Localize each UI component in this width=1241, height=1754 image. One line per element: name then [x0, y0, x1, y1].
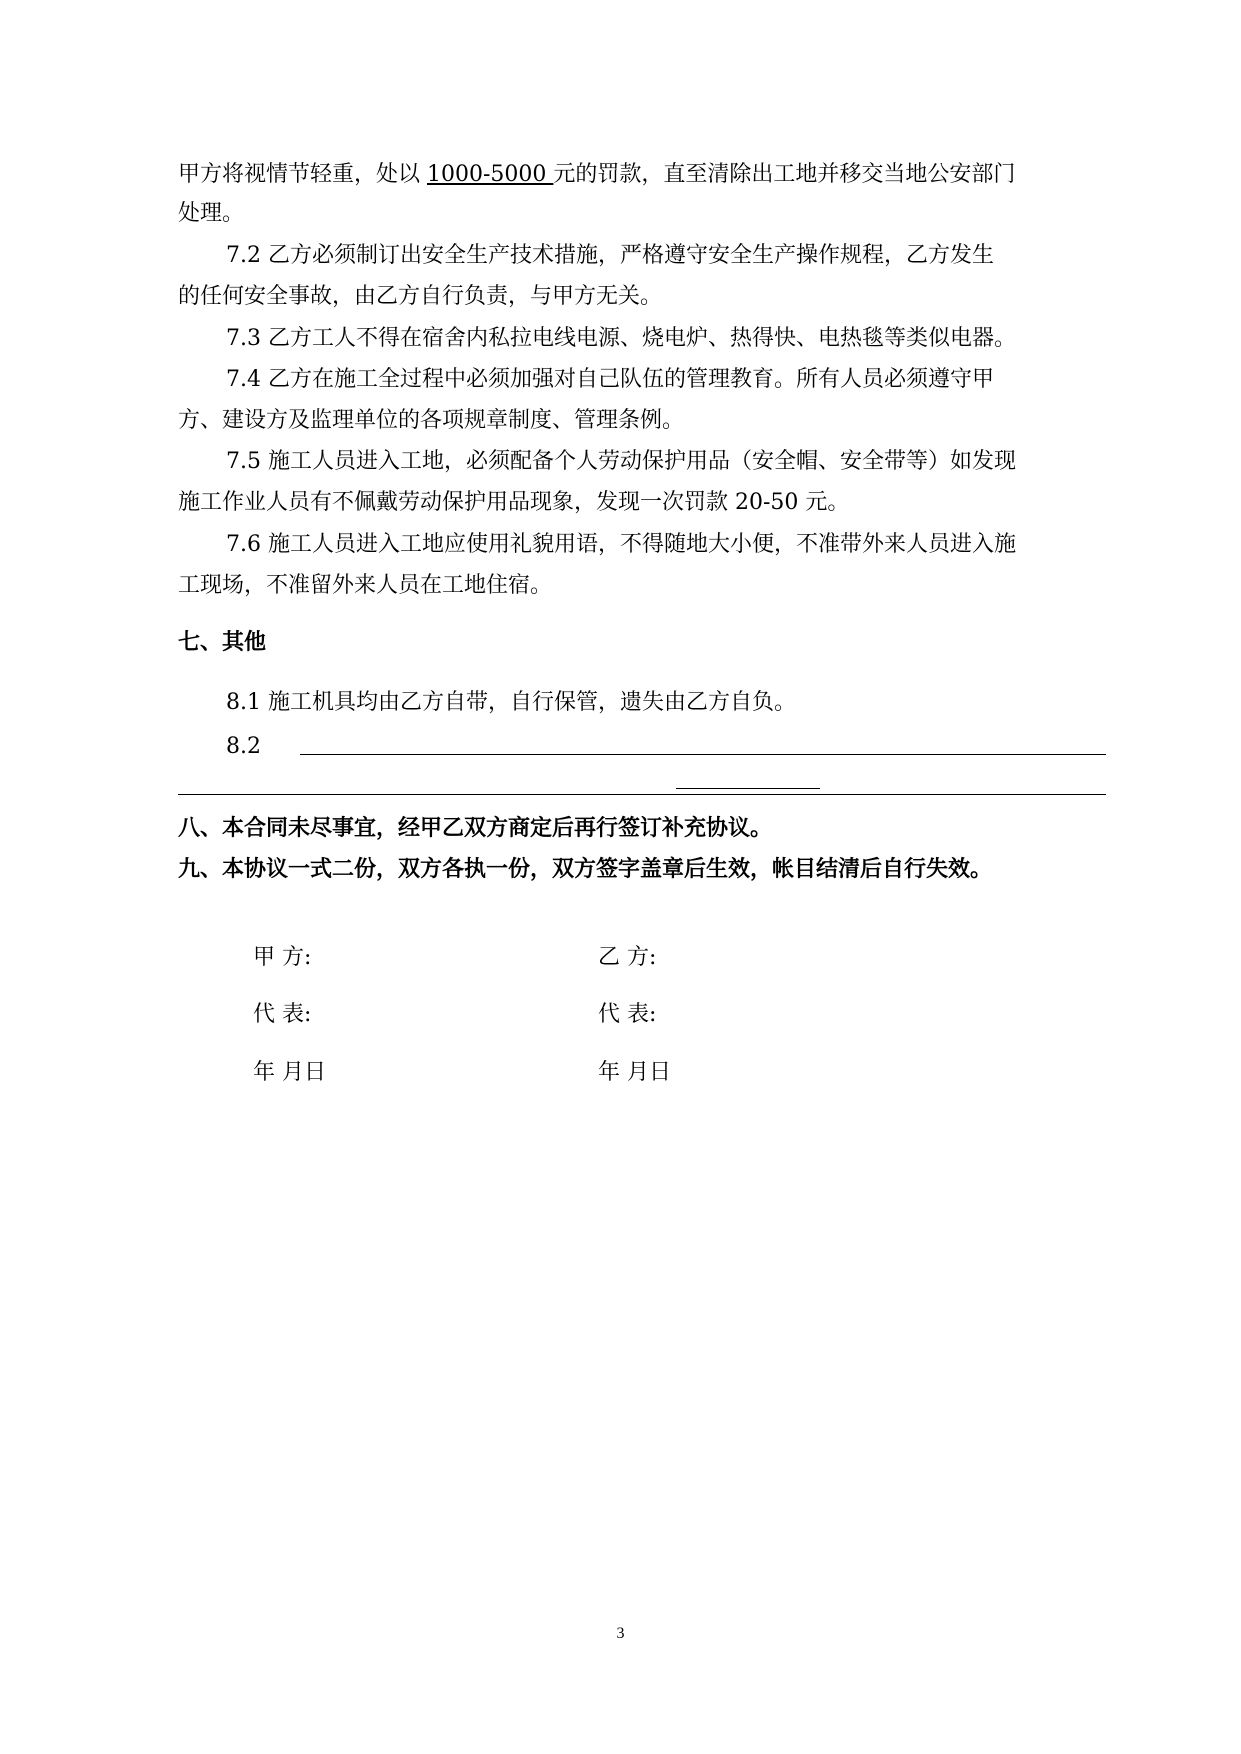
clause-7-6-line-2: 工现场，不准留外来人员在工地住宿。: [178, 573, 553, 598]
page-number: 3: [616, 1625, 625, 1642]
clause-7-3: 7.3 乙方工人不得在宿舍内私拉电线电源、烧电炉、热得快、电热毯等类似电器。: [226, 326, 1016, 351]
penalty-amount: 1000-5000: [427, 162, 554, 187]
clause-7-5-line-1: 7.5 施工人员进入工地，必须配备个人劳动保护用品（安全帽、安全带等）如发现: [226, 449, 1016, 474]
clause-7-4-line-1: 7.4 乙方在施工全过程中必须加强对自己队伍的管理教育。所有人员必须遵守甲: [226, 367, 994, 392]
clause-7-2-line-1: 7.2 乙方必须制订出安全生产技术措施，严格遵守安全生产操作规程，乙方发生: [226, 243, 994, 268]
clause-eight: 八、本合同未尽事宜，经甲乙双方商定后再行签订补充协议。: [178, 816, 773, 841]
clause-7-5-line-2: 施工作业人员有不佩戴劳动保护用品现象，发现一次罚款 20-50 元。: [178, 490, 850, 515]
clause-7-4-line-2: 方、建设方及监理单位的各项规章制度、管理条例。: [178, 408, 685, 433]
penalty-text-post: 元的罚款，直至清除出工地并移交当地公安部门: [553, 162, 1016, 187]
representative-a-label: 代 表:: [253, 1002, 312, 1027]
section-other-heading: 七、其他: [178, 630, 267, 655]
clause-8-1: 8.1 施工机具均由乙方自带，自行保管，遗失由乙方自负。: [226, 690, 796, 715]
clause-8-2-blank-line: [300, 754, 1106, 755]
clause-8-2-label: 8.2: [226, 734, 261, 759]
clause-8-2-short-line: [676, 788, 820, 789]
date-b-label: 年 月日: [598, 1060, 671, 1085]
representative-b-label: 代 表:: [598, 1002, 657, 1027]
date-a-label: 年 月日: [253, 1060, 326, 1085]
clause-7-6-line-1: 7.6 施工人员进入工地应使用礼貌用语，不得随地大小便，不准带外来人员进入施: [226, 532, 1016, 557]
penalty-line-end: 处理。: [178, 201, 245, 226]
penalty-text-pre: 甲方将视情节轻重，处以: [178, 162, 427, 187]
clause-nine: 九、本协议一式二份，双方各执一份，双方签字盖章后生效，帐目结清后自行失效。: [178, 857, 993, 882]
penalty-line: [178, 160, 1108, 190]
clause-7-2-line-2: 的任何安全事故，由乙方自行负责，与甲方无关。: [178, 284, 663, 309]
party-a-label: 甲 方:: [253, 945, 312, 970]
clause-8-2-blank-line-2: [178, 794, 1106, 795]
party-b-label: 乙 方:: [598, 945, 657, 970]
